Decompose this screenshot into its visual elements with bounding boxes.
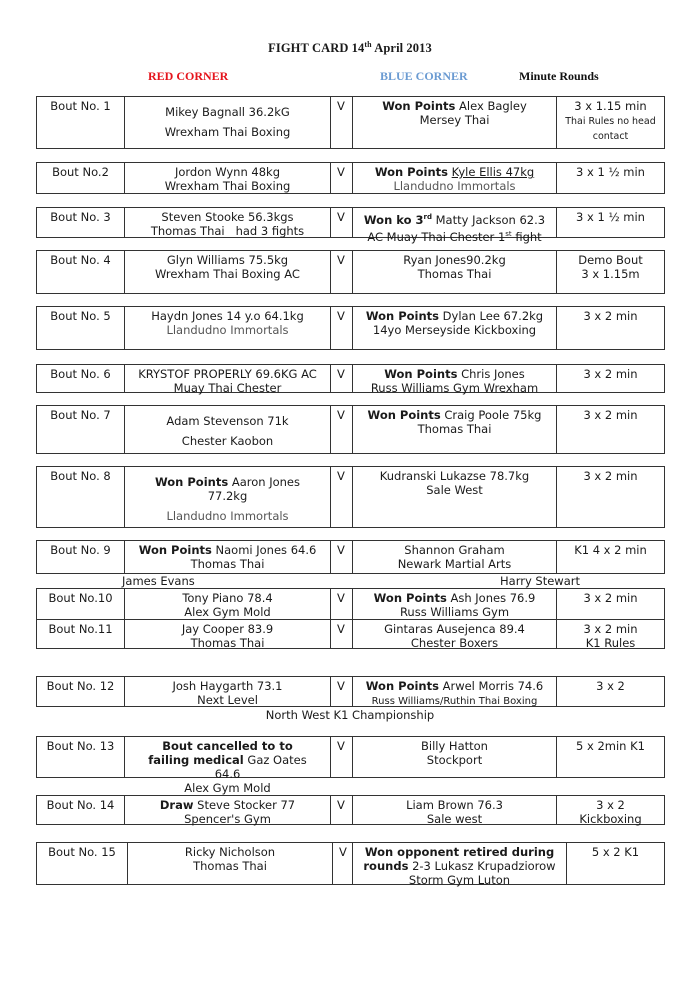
versus: V xyxy=(331,406,353,453)
bout-number: Bout No. 9 xyxy=(37,541,125,573)
versus: V xyxy=(331,365,353,392)
rounds: 5 x 2min K1 xyxy=(576,739,645,753)
red-fighter: Mikey Bagnall 36.2kG Wrexham Thai Boxing xyxy=(125,97,331,148)
rounds: 3 x 1 ½ min xyxy=(576,210,645,224)
bout-row-2 xyxy=(36,162,665,194)
red-fighter: Won Points Naomi Jones 64.6 Thomas Thai xyxy=(125,541,331,573)
bout-row-6 xyxy=(36,364,665,393)
versus: V xyxy=(331,208,353,237)
versus: V xyxy=(331,620,353,648)
bout-number: Bout No. 14 xyxy=(37,796,125,824)
red-fighter: Jordon Wynn 48kg Wrexham Thai Boxing xyxy=(125,163,331,193)
versus: V xyxy=(331,97,353,148)
page-title: FIGHT CARD 14th April 2013 xyxy=(268,40,432,56)
versus: V xyxy=(331,251,353,293)
rounds: 3 x 2 Kickboxing xyxy=(579,798,642,826)
blue-fighter: Gintaras Ausejenca 89.4 Chester Boxers xyxy=(353,620,557,648)
red-fighter: KRYSTOF PROPERLY 69.6KG AC Muay Thai Chester xyxy=(125,365,331,392)
blue-fighter: Won opponent retired during rounds 2-3 Lukasz Krupadziorow Storm Gym Luton xyxy=(353,843,567,884)
blue-fighter: Won ko 3rd Matty Jackson 62.3 AC Muay Thai Chester 1st fight xyxy=(353,208,557,237)
red-fighter: Jay Cooper 83.9 Thomas Thai xyxy=(125,620,331,648)
blue-fighter: Won Points Chris Jones Russ Williams Gym Wrexham xyxy=(353,365,557,392)
blue-fighter: Won Points Craig Poole 75kg Thomas Thai xyxy=(353,406,557,453)
blue-fighter: Won Points Alex Bagley Mersey Thai xyxy=(353,97,557,148)
rounds: 3 x 2 min K1 Rules xyxy=(583,622,638,650)
red-fighter: Josh Haygarth 73.1 Next Level xyxy=(125,677,331,706)
bout-row-5 xyxy=(36,306,665,350)
bout-number: Bout No. 6 xyxy=(37,365,125,392)
versus: V xyxy=(331,677,353,706)
bout-row-8 xyxy=(36,466,665,528)
blue-fighter: Liam Brown 76.3 Sale west xyxy=(353,796,557,824)
championship-title: North West K1 Championship xyxy=(265,708,435,722)
bout-row-11 xyxy=(36,619,665,649)
referee-left: James Evans xyxy=(122,574,195,588)
bout-row-9 xyxy=(36,540,665,574)
bout-number: Bout No. 1 xyxy=(37,97,125,148)
bout-row-7 xyxy=(36,405,665,454)
rounds: K1 4 x 2 min xyxy=(574,543,647,557)
bout-number: Bout No. 5 xyxy=(37,307,125,349)
blue-fighter: Won Points Kyle Ellis 47kg Llandudno Immortals xyxy=(353,163,557,193)
blue-fighter: Shannon Graham Newark Martial Arts xyxy=(353,541,557,573)
blue-fighter: Won Points Dylan Lee 67.2kg 14yo Merseyside Kickboxing xyxy=(353,307,557,349)
rounds: 3 x 2 min xyxy=(583,469,638,483)
blue-fighter: Billy Hatton Stockport xyxy=(353,737,557,777)
bout-number: Bout No. 3 xyxy=(37,208,125,237)
red-fighter: Ricky Nicholson Thomas Thai xyxy=(128,843,333,884)
rounds: Demo Bout 3 x 1.15m xyxy=(578,253,643,281)
red-fighter: Adam Stevenson 71k Chester Kaobon xyxy=(125,406,331,453)
blue-fighter: Kudranski Lukazse 78.7kg Sale West xyxy=(353,467,557,527)
rounds: 3 x 2 min xyxy=(583,309,638,323)
red-corner-header: RED CORNER xyxy=(148,69,229,83)
versus: V xyxy=(333,843,353,884)
versus: V xyxy=(331,307,353,349)
bout-number: Bout No. 13 xyxy=(37,737,125,777)
bout-number: Bout No. 12 xyxy=(37,677,125,706)
bout-number: Bout No. 7 xyxy=(37,406,125,453)
bout-row-14 xyxy=(36,795,665,825)
red-fighter: Draw Steve Stocker 77 Spencer's Gym xyxy=(125,796,331,824)
bout-number: Bout No.11 xyxy=(37,620,125,648)
rounds: 3 x 2 xyxy=(596,679,625,693)
versus: V xyxy=(331,163,353,193)
bout-row-15 xyxy=(36,842,665,885)
bout-row-12 xyxy=(36,676,665,707)
referee-right: Harry Stewart xyxy=(500,574,580,588)
bout-row-13 xyxy=(36,736,665,795)
bout-number: Bout No. 4 xyxy=(37,251,125,293)
rounds: 5 x 2 K1 xyxy=(591,845,640,859)
rounds: 3 x 2 min xyxy=(583,408,638,422)
rounds: 3 x 2 min xyxy=(583,367,638,381)
red-fighter: Won Points Aaron Jones 77.2kg Llandudno Immortals xyxy=(125,467,331,527)
red-fighter: Steven Stooke 56.3kgs Thomas Thai had 3 fights xyxy=(125,208,331,237)
versus: V xyxy=(331,737,353,777)
blue-corner-header: BLUE CORNER xyxy=(380,69,468,83)
rounds: 3 x 1 ½ min xyxy=(576,165,645,179)
rounds: 3 x 2 min xyxy=(583,591,638,605)
versus: V xyxy=(331,467,353,527)
bout-number: Bout No.2 xyxy=(37,163,125,193)
blue-fighter: Ryan Jones90.2kg Thomas Thai xyxy=(353,251,557,293)
bout-row-3 xyxy=(36,207,665,244)
versus: V xyxy=(331,541,353,573)
red-fighter: Haydn Jones 14 y.o 64.1kg Llandudno Immortals xyxy=(125,307,331,349)
bout-row-10 xyxy=(36,588,665,620)
red-fighter: Glyn Williams 75.5kg Wrexham Thai Boxing AC xyxy=(125,251,331,293)
minute-rounds-header: Minute Rounds xyxy=(519,69,599,83)
red-fighter: Bout cancelled to to failing medical Gaz Oates 64.6 Alex Gym Mold xyxy=(125,737,331,777)
blue-fighter: Won Points Arwel Morris 74.6 Russ Williams/Ruthin Thai Boxing xyxy=(353,677,557,706)
bout-row-1 xyxy=(36,96,665,149)
bout-number: Bout No. 8 xyxy=(37,467,125,527)
bout-number: Bout No. 15 xyxy=(37,843,128,884)
blue-fighter: Won Points Ash Jones 76.9 Russ Williams Gym xyxy=(353,589,557,619)
rounds: 3 x 1.15 min Thai Rules no head contact xyxy=(565,99,656,142)
versus: V xyxy=(331,589,353,619)
versus: V xyxy=(331,796,353,824)
bout-number: Bout No.10 xyxy=(37,589,125,619)
red-fighter: Tony Piano 78.4 Alex Gym Mold xyxy=(125,589,331,619)
bout-row-4 xyxy=(36,250,665,294)
